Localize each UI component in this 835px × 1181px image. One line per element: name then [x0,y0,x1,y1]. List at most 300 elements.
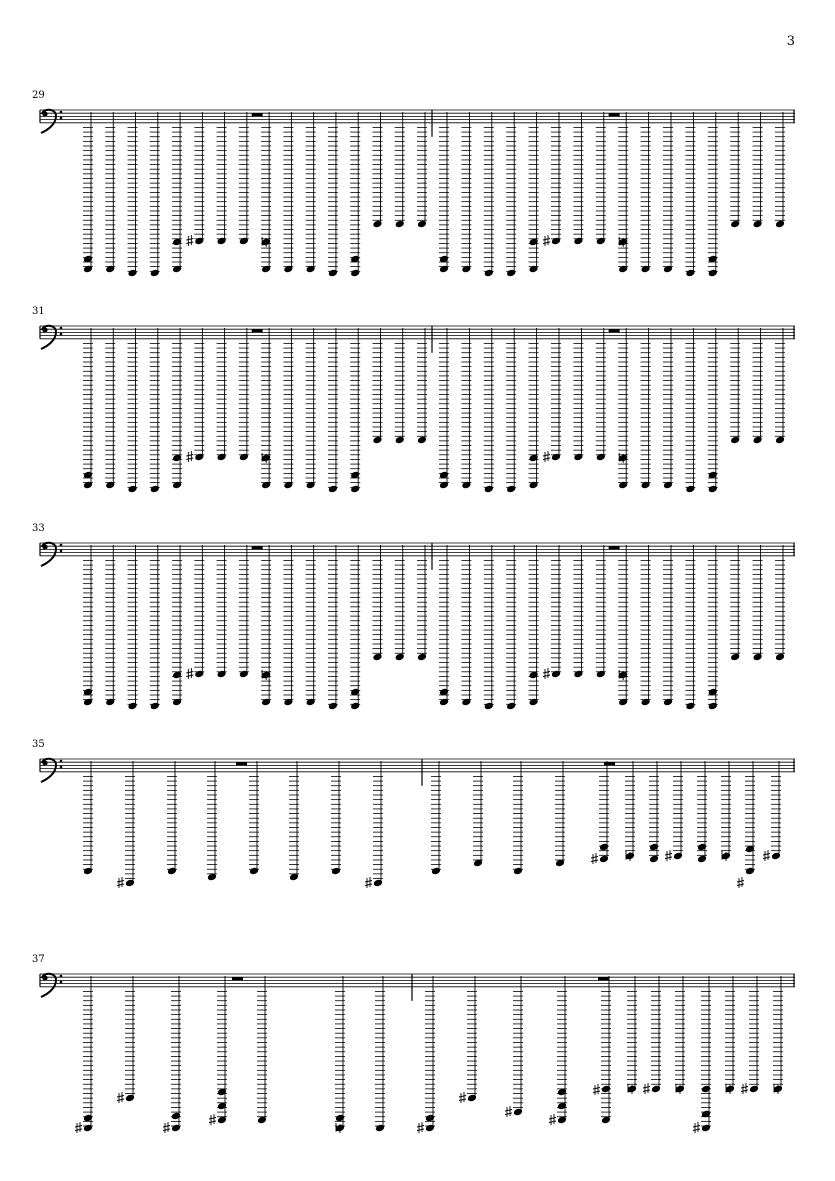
note [172,328,182,489]
note [708,328,718,493]
notehead [127,702,137,711]
whole-rest [609,329,620,332]
sharp-icon [737,877,744,888]
note [105,545,115,706]
notehead [775,653,785,662]
note [484,545,494,710]
staff-system [40,543,795,711]
notehead [701,1124,711,1133]
note [753,112,763,228]
notehead [618,481,628,490]
sharp-icon [117,1092,124,1103]
note [239,112,249,245]
note [643,976,661,1094]
whole-rest [604,762,615,765]
notehead [306,698,316,707]
notehead [83,265,93,274]
measure-number: 33 [32,523,45,534]
notehead [375,1124,385,1133]
notehead [439,481,449,490]
notehead [697,855,707,864]
notehead [599,843,609,852]
note [505,976,523,1117]
note [249,761,259,875]
notehead [753,436,763,445]
note [641,112,651,273]
notehead [194,670,204,679]
note [596,112,606,245]
notehead [172,481,182,490]
notehead [663,265,673,274]
sharp-icon [209,1114,216,1125]
notehead [596,237,606,246]
whole-rest [232,977,243,980]
note [730,112,740,228]
note [513,761,523,875]
note [730,328,740,444]
sharp-icon [365,877,372,888]
note [439,545,449,706]
note [328,328,338,493]
note [209,976,227,1125]
note [596,328,606,461]
note [117,976,135,1103]
note [365,761,383,888]
note [685,112,695,277]
notehead [350,485,360,494]
note [335,976,345,1133]
sharp-icon [643,1083,650,1094]
note [439,112,449,273]
note [306,545,316,706]
notehead [261,481,271,490]
sharp-icon [543,235,550,246]
note [150,328,160,493]
note [675,976,685,1094]
note [417,545,427,661]
note [207,761,217,881]
measure-number: 31 [32,306,45,317]
notehead [641,265,651,274]
note [417,112,427,228]
note [543,328,561,462]
notehead [513,1108,523,1117]
notehead [328,702,338,711]
note [529,545,539,706]
notehead [506,269,516,278]
notehead [513,867,523,876]
note [395,328,405,444]
note [775,328,785,444]
notehead [172,265,182,274]
note [186,545,204,679]
notehead [708,269,718,278]
notehead [641,698,651,707]
note [506,545,516,710]
note [763,761,781,861]
note [217,328,227,461]
notehead [651,1085,661,1094]
notehead [506,702,516,711]
notehead [697,843,707,852]
notehead [194,237,204,246]
notehead [306,265,316,274]
notehead [685,485,695,494]
notehead [596,453,606,462]
notehead [83,1124,93,1133]
notehead [83,867,93,876]
notehead [150,269,160,278]
notehead [127,485,137,494]
note [484,328,494,493]
notehead [350,269,360,278]
note [372,112,382,228]
notehead [283,698,293,707]
note [350,112,360,277]
note [127,112,137,277]
notehead [194,453,204,462]
notehead [105,265,115,274]
note [625,761,635,861]
notehead [150,485,160,494]
sharp-icon [543,451,550,462]
note [737,761,755,888]
note [239,328,249,461]
note [506,112,516,277]
note [543,545,561,679]
notehead [649,843,659,852]
note [306,328,316,489]
note [375,976,385,1132]
note [484,112,494,277]
sharp-icon [591,853,598,864]
notehead [506,485,516,494]
notehead [306,481,316,490]
note [461,112,471,273]
note [328,112,338,277]
note [573,328,583,461]
note [83,328,93,489]
notehead [673,852,683,861]
notehead [283,481,293,490]
notehead [596,670,606,679]
note [239,545,249,678]
notehead [649,855,659,864]
sharp-icon [459,1092,466,1103]
note [753,545,763,661]
note [350,328,360,493]
note [172,545,182,706]
notehead [372,220,382,229]
note [163,976,181,1133]
note [283,328,293,489]
notehead [283,265,293,274]
notehead [331,867,341,876]
note [439,328,449,489]
note [83,112,93,273]
notehead [551,237,561,246]
note [283,545,293,706]
page-number: 3 [786,34,795,49]
notehead [745,867,755,876]
note [506,328,516,493]
notehead [150,702,160,711]
note [75,976,93,1133]
sharp-icon [75,1122,82,1133]
sharp-icon [186,235,193,246]
notehead [551,670,561,679]
note [591,761,609,864]
note [461,545,471,706]
note [685,545,695,710]
notehead [239,237,249,246]
notehead [461,481,471,490]
notehead [217,237,227,246]
note [395,545,405,661]
note [395,112,405,228]
note [618,328,628,489]
note [473,761,483,867]
notehead [395,653,405,662]
note [596,545,606,678]
note [459,976,477,1103]
sharp-icon [665,850,672,861]
note [543,112,561,246]
note [417,328,427,444]
note [529,112,539,273]
notehead [461,265,471,274]
note [105,112,115,273]
notehead [551,453,561,462]
notehead [261,698,271,707]
note [83,545,93,706]
notehead [484,269,494,278]
note [172,112,182,273]
note [663,545,673,706]
note [417,976,435,1133]
notehead [261,265,271,274]
notehead [83,698,93,707]
note [618,112,628,273]
note [217,545,227,678]
notehead [439,698,449,707]
note [663,112,673,273]
notehead [461,698,471,707]
notehead [775,436,785,445]
note [549,976,567,1125]
note [105,328,115,489]
notehead [105,481,115,490]
note [186,328,204,462]
note [555,761,565,867]
staff-system [40,759,795,888]
sharp-icon [505,1106,512,1117]
staff-system [40,974,795,1133]
notehead [771,852,781,861]
notehead [573,453,583,462]
staff-system [40,110,795,278]
sharp-icon [163,1122,170,1133]
note [649,761,659,863]
whole-rest [252,546,263,549]
measure-number: 37 [32,954,45,965]
notehead [417,220,427,229]
notehead [775,220,785,229]
notehead [171,1124,181,1133]
note [529,328,539,489]
notehead [217,453,227,462]
note [697,761,707,863]
note [641,328,651,489]
note [117,761,135,888]
note [725,976,735,1094]
notehead [753,653,763,662]
notehead [467,1094,477,1103]
whole-rest [609,546,620,549]
notehead [529,265,539,274]
notehead [663,698,673,707]
notehead [601,1085,611,1094]
note [665,761,683,861]
note [593,976,611,1124]
notehead [730,436,740,445]
notehead [730,220,740,229]
note [283,112,293,273]
note [261,545,271,706]
notehead [217,670,227,679]
note [627,976,637,1094]
note [150,545,160,710]
notehead [641,481,651,490]
notehead [749,1085,759,1094]
notehead [425,1124,435,1133]
notehead [372,436,382,445]
note [693,976,711,1133]
note [261,328,271,489]
measure-number: 35 [32,739,45,750]
whole-rest [236,762,247,765]
note [775,112,785,228]
note [217,112,227,245]
note [741,976,759,1094]
note [753,328,763,444]
notehead [249,867,259,876]
note [150,112,160,277]
whole-rest [252,113,263,116]
notehead [573,237,583,246]
notehead [395,220,405,229]
sharp-icon [186,668,193,679]
notehead [573,670,583,679]
notehead [663,481,673,490]
notehead [127,269,137,278]
sharp-icon [741,1083,748,1094]
note [721,761,731,861]
notehead [171,1112,181,1121]
sharp-icon [593,1084,600,1095]
notehead [395,436,405,445]
note [83,761,93,875]
notehead [701,1085,711,1094]
note [708,545,718,710]
notehead [417,653,427,662]
note [328,545,338,710]
measure-number: 29 [32,90,45,101]
note [461,328,471,489]
notehead [372,653,382,662]
sharp-icon [693,1122,700,1133]
note [641,545,651,706]
note [257,976,267,1124]
notehead [685,702,695,711]
notehead [417,436,427,445]
whole-rest [252,329,263,332]
note [618,545,628,706]
note [127,545,137,710]
note [261,112,271,273]
note [773,976,783,1094]
notehead [439,265,449,274]
note [289,761,299,881]
sharp-icon [549,1114,556,1125]
note [186,112,204,246]
note [306,112,316,273]
note [372,545,382,661]
whole-rest [609,113,620,116]
note [685,328,695,493]
notehead [618,698,628,707]
notehead [730,653,740,662]
notehead [484,702,494,711]
notehead [484,485,494,494]
note [127,328,137,493]
notehead [125,1094,135,1103]
notehead [618,265,628,274]
note [431,761,441,875]
note [167,761,177,875]
sharp-icon [763,850,770,861]
notehead [373,879,383,888]
notehead [105,698,115,707]
notehead [708,702,718,711]
notehead [239,670,249,679]
notehead [328,485,338,494]
note [775,545,785,661]
sharp-icon [417,1122,424,1133]
note [573,545,583,678]
notehead [599,855,609,864]
notehead [125,879,135,888]
note [663,328,673,489]
notehead [328,269,338,278]
notehead [529,698,539,707]
note [372,328,382,444]
sharp-icon [543,668,550,679]
note [350,545,360,710]
note [573,112,583,245]
notehead [83,481,93,490]
staff-system [40,326,795,494]
notehead [172,698,182,707]
note [331,761,341,875]
sharp-icon [117,877,124,888]
notehead [350,702,360,711]
notehead [708,485,718,494]
notehead [167,867,177,876]
notehead [431,867,441,876]
notehead [685,269,695,278]
note [730,545,740,661]
